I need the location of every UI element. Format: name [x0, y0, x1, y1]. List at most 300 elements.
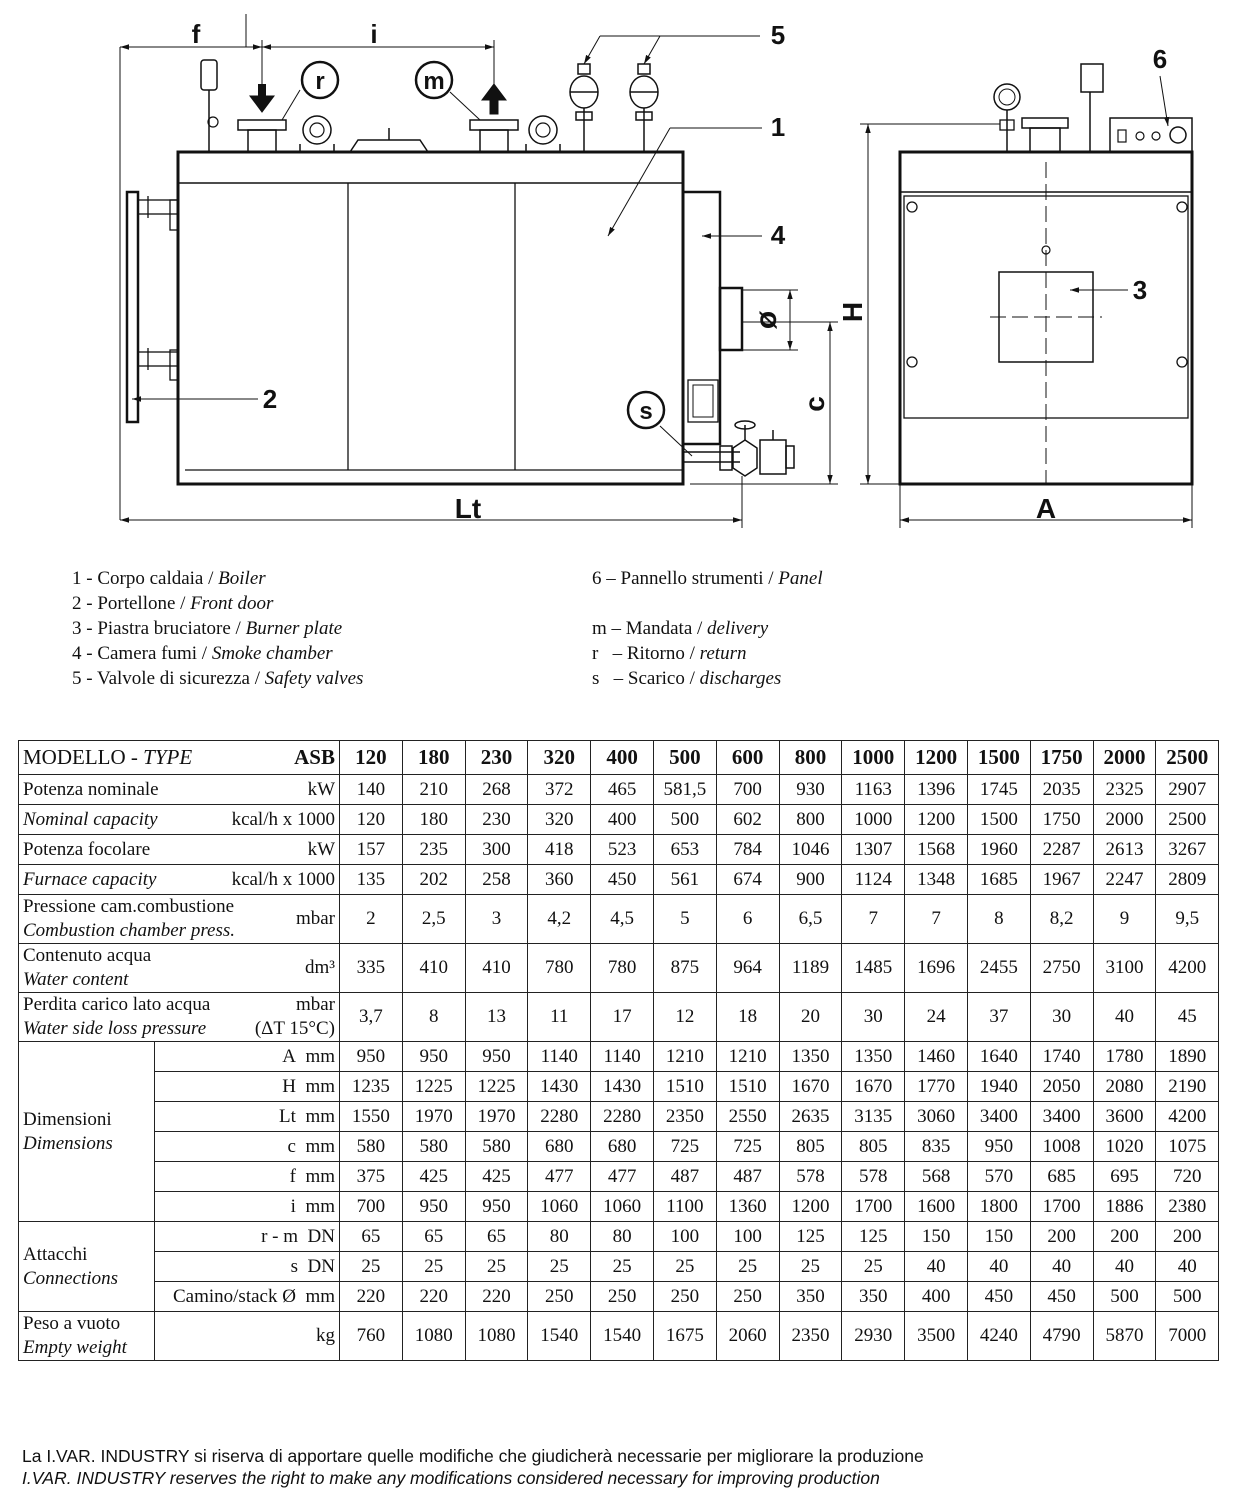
value-cell: 2930 [842, 1312, 905, 1361]
unit-label: DN [307, 1225, 335, 1247]
value-cell: 2287 [1030, 835, 1093, 865]
unit-label: mm [305, 1195, 335, 1217]
value-cell: 1046 [779, 835, 842, 865]
header-label-cell: MODELLO - TYPE ASB [19, 741, 340, 775]
value-cell: 5 [653, 895, 716, 944]
value-cell: 1685 [967, 865, 1030, 895]
value-cell: 580 [340, 1132, 403, 1162]
value-cell: 220 [402, 1282, 465, 1312]
value-cell: 3400 [967, 1102, 1030, 1132]
value-cell: 418 [528, 835, 591, 865]
model-header-cell: 800 [779, 741, 842, 775]
callout-3: 3 [1132, 275, 1148, 305]
unit-label: kcal/h x 1000 [231, 868, 335, 890]
connections-param-cell [155, 1252, 340, 1282]
value-cell: 2550 [716, 1102, 779, 1132]
unit-label: kW [307, 778, 335, 800]
value-cell: 7 [905, 895, 968, 944]
value-cell: 725 [653, 1132, 716, 1162]
empty-weight-row [19, 1312, 1219, 1361]
value-cell: 1800 [967, 1192, 1030, 1222]
nominal-capacity-label-cell [19, 775, 340, 805]
value-cell: 1060 [591, 1192, 654, 1222]
combustion-pressure-label: Pressione cam.combustione [23, 896, 235, 917]
value-cell: 784 [716, 835, 779, 865]
value-cell: 523 [591, 835, 654, 865]
value-cell: 8,2 [1030, 895, 1093, 944]
value-cell: 100 [716, 1222, 779, 1252]
value-cell: 2635 [779, 1102, 842, 1132]
value-cell: 1430 [528, 1072, 591, 1102]
value-cell: 1960 [967, 835, 1030, 865]
side-view [120, 14, 838, 528]
value-cell: 2247 [1093, 865, 1156, 895]
legend-item-1: 1 - Corpo caldaia / Boiler [72, 568, 266, 589]
value-cell: 250 [528, 1282, 591, 1312]
value-cell: 2325 [1093, 775, 1156, 805]
value-cell: 1080 [402, 1312, 465, 1361]
furnace-capacity-label-cell [19, 835, 340, 865]
value-cell: 4200 [1156, 1102, 1219, 1132]
combustion-pressure-label-en: Combustion chamber press. [23, 920, 235, 941]
value-cell: 6,5 [779, 895, 842, 944]
furnace-capacity-kcal-row [19, 865, 1219, 895]
value-cell: 25 [528, 1252, 591, 1282]
value-cell: 25 [402, 1252, 465, 1282]
value-cell: 602 [716, 805, 779, 835]
dimensions-row [19, 1102, 1219, 1132]
connections-label: Attacchi [23, 1243, 88, 1265]
connections-label-en: Connections [23, 1267, 118, 1289]
dimensions-param-cell [155, 1132, 340, 1162]
unit-label: dm³ [305, 957, 335, 978]
front-door [127, 192, 138, 422]
dimensions-group-label [19, 1042, 155, 1222]
model-header-cell: 1200 [905, 741, 968, 775]
nominal-capacity-kcal-row [19, 805, 1219, 835]
value-cell: 1430 [591, 1072, 654, 1102]
value-cell: 2750 [1030, 944, 1093, 993]
value-cell: 500 [1156, 1282, 1219, 1312]
boiler-technical-drawing [0, 0, 1234, 560]
dim-label-a: A [1035, 493, 1057, 524]
callout-6: 6 [1152, 44, 1168, 74]
legend-item-2: 2 - Portellone / Front door [72, 593, 274, 614]
value-cell: 65 [340, 1222, 403, 1252]
empty-weight-label-cell [19, 1312, 155, 1361]
value-cell: 580 [465, 1132, 528, 1162]
value-cell: 570 [967, 1162, 1030, 1192]
value-cell: 12 [653, 993, 716, 1042]
value-cell: 25 [340, 1252, 403, 1282]
callout-5: 5 [770, 20, 786, 50]
value-cell: 400 [591, 805, 654, 835]
value-cell: 230 [465, 805, 528, 835]
legend-item-s: s – Scarico / discharges [592, 668, 782, 689]
connections-param-cell [155, 1222, 340, 1252]
value-cell: 1485 [842, 944, 905, 993]
value-cell: 2000 [1093, 805, 1156, 835]
value-cell: 80 [528, 1222, 591, 1252]
value-cell: 1396 [905, 775, 968, 805]
value-cell: 320 [528, 805, 591, 835]
value-cell: 700 [716, 775, 779, 805]
boiler-body [178, 152, 683, 484]
value-cell: 250 [716, 1282, 779, 1312]
nominal-capacity-label-en: Nominal capacity [23, 808, 158, 830]
value-cell: 180 [402, 805, 465, 835]
dim-label-h: H [837, 301, 868, 323]
legend-item-4: 4 - Camera fumi / Smoke chamber [72, 643, 333, 664]
model-header-cell: 2000 [1093, 741, 1156, 775]
param-name: f [289, 1165, 296, 1187]
dimensions-label: Dimensioni [23, 1108, 112, 1130]
value-cell: 2350 [779, 1312, 842, 1361]
value-cell: 950 [967, 1132, 1030, 1162]
connections-group-label [19, 1222, 155, 1312]
empty-weight-unit-cell: kg [155, 1312, 340, 1361]
value-cell: 1886 [1093, 1192, 1156, 1222]
value-cell: 2190 [1156, 1072, 1219, 1102]
value-cell: 37 [967, 993, 1030, 1042]
value-cell: 780 [591, 944, 654, 993]
water-loss-pressure-label-en: Water side loss pressure [23, 1018, 207, 1039]
value-cell: 202 [402, 865, 465, 895]
empty-weight-label-en: Empty weight [23, 1337, 127, 1358]
value-cell: 200 [1156, 1222, 1219, 1252]
value-cell: 375 [340, 1162, 403, 1192]
callout-1: 1 [770, 112, 786, 142]
value-cell: 210 [402, 775, 465, 805]
value-cell: 1500 [967, 805, 1030, 835]
legend-item-5: 5 - Valvole di sicurezza / Safety valves [72, 668, 364, 689]
unit-label: mm [305, 1105, 335, 1127]
value-cell: 1235 [340, 1072, 403, 1102]
value-cell: 30 [1030, 993, 1093, 1042]
value-cell: 250 [653, 1282, 716, 1312]
value-cell: 1189 [779, 944, 842, 993]
connections-row [19, 1282, 1219, 1312]
value-cell: 500 [653, 805, 716, 835]
value-cell: 80 [591, 1222, 654, 1252]
dim-label-f: f [191, 19, 201, 49]
value-cell: 425 [402, 1162, 465, 1192]
value-cell: 65 [465, 1222, 528, 1252]
value-cell: 1700 [842, 1192, 905, 1222]
value-cell: 40 [967, 1252, 1030, 1282]
value-cell: 1700 [1030, 1192, 1093, 1222]
model-header-cell: 230 [465, 741, 528, 775]
table-body [19, 741, 1219, 1361]
value-cell: 4790 [1030, 1312, 1093, 1361]
value-cell: 9,5 [1156, 895, 1219, 944]
value-cell: 1696 [905, 944, 968, 993]
value-cell: 25 [842, 1252, 905, 1282]
value-cell: 2907 [1156, 775, 1219, 805]
value-cell: 580 [402, 1132, 465, 1162]
value-cell: 805 [779, 1132, 842, 1162]
value-cell: 653 [653, 835, 716, 865]
value-cell: 1967 [1030, 865, 1093, 895]
connections-param-cell [155, 1282, 340, 1312]
model-header-cell: 1750 [1030, 741, 1093, 775]
value-cell: 1510 [716, 1072, 779, 1102]
legend-item-6: 6 – Pannello strumenti / Panel [592, 568, 823, 589]
value-cell: 725 [716, 1132, 779, 1162]
value-cell: 4,2 [528, 895, 591, 944]
dimensions-param-cell [155, 1042, 340, 1072]
value-cell: 950 [402, 1192, 465, 1222]
value-cell: 400 [905, 1282, 968, 1312]
value-cell: 487 [653, 1162, 716, 1192]
value-cell: 1940 [967, 1072, 1030, 1102]
value-cell: 561 [653, 865, 716, 895]
unit-label: mm [305, 1045, 335, 1067]
value-cell: 674 [716, 865, 779, 895]
dimensions-row [19, 1132, 1219, 1162]
value-cell: 700 [340, 1192, 403, 1222]
value-cell: 930 [779, 775, 842, 805]
value-cell: 581,5 [653, 775, 716, 805]
value-cell: 157 [340, 835, 403, 865]
value-cell: 1740 [1030, 1042, 1093, 1072]
value-cell: 2380 [1156, 1192, 1219, 1222]
combustion-pressure-row [19, 895, 1219, 944]
dimensions-row [19, 1162, 1219, 1192]
value-cell: 2080 [1093, 1072, 1156, 1102]
value-cell: 2 [340, 895, 403, 944]
value-cell: 3267 [1156, 835, 1219, 865]
value-cell: 410 [465, 944, 528, 993]
value-cell: 30 [842, 993, 905, 1042]
value-cell: 3600 [1093, 1102, 1156, 1132]
unit-label: mm [305, 1165, 335, 1187]
value-cell: 140 [340, 775, 403, 805]
value-cell: 780 [528, 944, 591, 993]
value-cell: 500 [1093, 1282, 1156, 1312]
value-cell: 800 [779, 805, 842, 835]
nominal-capacity-label-en-cell [19, 805, 340, 835]
value-cell: 372 [528, 775, 591, 805]
water-loss-pressure-label: Perdita carico lato acqua [23, 994, 211, 1015]
value-cell: 3500 [905, 1312, 968, 1361]
value-cell: 410 [402, 944, 465, 993]
param-name: s [290, 1255, 299, 1277]
value-cell: 450 [591, 865, 654, 895]
param-name: r - m [261, 1225, 299, 1247]
value-cell: 2060 [716, 1312, 779, 1361]
unit-label: mm [305, 1135, 335, 1157]
value-cell: 65 [402, 1222, 465, 1252]
dim-label-c: c [799, 396, 830, 412]
value-cell: 40 [1030, 1252, 1093, 1282]
value-cell: 720 [1156, 1162, 1219, 1192]
param-name: i [290, 1195, 296, 1217]
value-cell: 2455 [967, 944, 1030, 993]
value-cell: 300 [465, 835, 528, 865]
value-cell: 1970 [402, 1102, 465, 1132]
value-cell: 250 [591, 1282, 654, 1312]
value-cell: 1225 [402, 1072, 465, 1102]
empty-weight-label: Peso a vuoto [23, 1313, 121, 1334]
value-cell: 17 [591, 993, 654, 1042]
value-cell: 1460 [905, 1042, 968, 1072]
value-cell: 235 [402, 835, 465, 865]
dimensions-row [19, 1042, 1219, 1072]
connections-row [19, 1222, 1219, 1252]
value-cell: 220 [465, 1282, 528, 1312]
callout-4: 4 [770, 220, 786, 250]
value-cell: 425 [465, 1162, 528, 1192]
value-cell: 25 [591, 1252, 654, 1282]
param-name: c [287, 1135, 296, 1157]
value-cell: 1970 [465, 1102, 528, 1132]
value-cell: 350 [842, 1282, 905, 1312]
value-cell: 950 [465, 1192, 528, 1222]
value-cell: 200 [1093, 1222, 1156, 1252]
value-cell: 4,5 [591, 895, 654, 944]
value-cell: 695 [1093, 1162, 1156, 1192]
value-cell: 1745 [967, 775, 1030, 805]
dimensions-param-cell [155, 1072, 340, 1102]
value-cell: 487 [716, 1162, 779, 1192]
value-cell: 40 [1093, 993, 1156, 1042]
value-cell: 1060 [528, 1192, 591, 1222]
unit-label: mm [305, 1075, 335, 1097]
legend-spacer [592, 591, 823, 616]
value-cell: 2,5 [402, 895, 465, 944]
value-cell: 150 [905, 1222, 968, 1252]
unit-label: kcal/h x 1000 [231, 808, 335, 830]
value-cell: 477 [528, 1162, 591, 1192]
callout-s: s [639, 398, 653, 425]
value-cell: 450 [967, 1282, 1030, 1312]
value-cell: 200 [1030, 1222, 1093, 1252]
value-cell: 1640 [967, 1042, 1030, 1072]
value-cell: 20 [779, 993, 842, 1042]
param-name: Camino/stack Ø [172, 1285, 296, 1307]
value-cell: 3100 [1093, 944, 1156, 993]
value-cell: 125 [842, 1222, 905, 1252]
value-cell: 1350 [842, 1042, 905, 1072]
value-cell: 1348 [905, 865, 968, 895]
value-cell: 25 [779, 1252, 842, 1282]
value-cell: 900 [779, 865, 842, 895]
value-cell: 680 [591, 1132, 654, 1162]
value-cell: 4240 [967, 1312, 1030, 1361]
value-cell: 1350 [779, 1042, 842, 1072]
callout-m: m [423, 68, 445, 95]
unit-label: mm [305, 1285, 335, 1307]
value-cell: 268 [465, 775, 528, 805]
dim-label-i: i [370, 19, 378, 49]
model-header-cell: 2500 [1156, 741, 1219, 775]
value-cell: 1550 [340, 1102, 403, 1132]
param-name: Lt [279, 1105, 296, 1127]
value-cell: 477 [591, 1162, 654, 1192]
value-cell: 2500 [1156, 805, 1219, 835]
value-cell: 3060 [905, 1102, 968, 1132]
value-cell: 2280 [528, 1102, 591, 1132]
value-cell: 150 [967, 1222, 1030, 1252]
value-cell: 1200 [779, 1192, 842, 1222]
specifications-table [18, 740, 1219, 1361]
value-cell: 964 [716, 944, 779, 993]
value-cell: 13 [465, 993, 528, 1042]
dim-label-lt: Lt [454, 493, 482, 524]
value-cell: 1020 [1093, 1132, 1156, 1162]
value-cell: 335 [340, 944, 403, 993]
unit-label-2: (ΔT 15°C) [254, 1018, 335, 1039]
value-cell: 835 [905, 1132, 968, 1162]
water-loss-pressure-row [19, 993, 1219, 1042]
nominal-capacity-kw-row [19, 775, 1219, 805]
value-cell: 1140 [528, 1042, 591, 1072]
value-cell: 40 [1093, 1252, 1156, 1282]
value-cell: 1210 [716, 1042, 779, 1072]
table-header-row [19, 741, 1219, 775]
callout-2: 2 [262, 384, 278, 414]
value-cell: 1600 [905, 1192, 968, 1222]
value-cell: 258 [465, 865, 528, 895]
value-cell: 11 [528, 993, 591, 1042]
value-cell: 1210 [653, 1042, 716, 1072]
model-header-cell: 500 [653, 741, 716, 775]
value-cell: 2035 [1030, 775, 1093, 805]
value-cell: 1510 [653, 1072, 716, 1102]
param-name: A [282, 1045, 296, 1067]
value-cell: 578 [779, 1162, 842, 1192]
model-header-cell: 400 [591, 741, 654, 775]
value-cell: 680 [528, 1132, 591, 1162]
unit-label: mbar [295, 908, 335, 929]
unit-label: mbar [295, 994, 335, 1015]
legend-item-m: m – Mandata / delivery [592, 618, 769, 639]
model-header-cell: 320 [528, 741, 591, 775]
water-content-label-en: Water content [23, 969, 129, 990]
water-content-label: Contenuto acqua [23, 945, 152, 966]
water-content-row [19, 944, 1219, 993]
value-cell: 465 [591, 775, 654, 805]
legend-item-r: r – Ritorno / return [592, 643, 747, 664]
dimensions-param-cell [155, 1192, 340, 1222]
value-cell: 1225 [465, 1072, 528, 1102]
value-cell: 2050 [1030, 1072, 1093, 1102]
footer-disclaimer-en: I.VAR. INDUSTRY reserves the right to make any modifications considered necessary for improving production [22, 1468, 880, 1488]
dimensions-param-cell [155, 1162, 340, 1192]
dim-label-phi: ø [750, 310, 783, 330]
nominal-capacity-label: Potenza nominale [23, 778, 159, 800]
value-cell: 1163 [842, 775, 905, 805]
value-cell: 1675 [653, 1312, 716, 1361]
value-cell: 8 [402, 993, 465, 1042]
value-cell: 450 [1030, 1282, 1093, 1312]
value-cell: 1080 [465, 1312, 528, 1361]
value-cell: 45 [1156, 993, 1219, 1042]
dimensions-label-en: Dimensions [23, 1132, 113, 1154]
value-cell: 2280 [591, 1102, 654, 1132]
model-header-cell: 180 [402, 741, 465, 775]
footer-disclaimer-it: La I.VAR. INDUSTRY si riserva di apportare quelle modifiche che giudicherà necessarie per migliorare la produzione [22, 1446, 924, 1466]
connections-row [19, 1252, 1219, 1282]
model-header-cell: 1000 [842, 741, 905, 775]
legend-left [72, 566, 363, 691]
value-cell: 950 [465, 1042, 528, 1072]
value-cell: 18 [716, 993, 779, 1042]
value-cell: 950 [402, 1042, 465, 1072]
dimensions-row [19, 1072, 1219, 1102]
value-cell: 1307 [842, 835, 905, 865]
